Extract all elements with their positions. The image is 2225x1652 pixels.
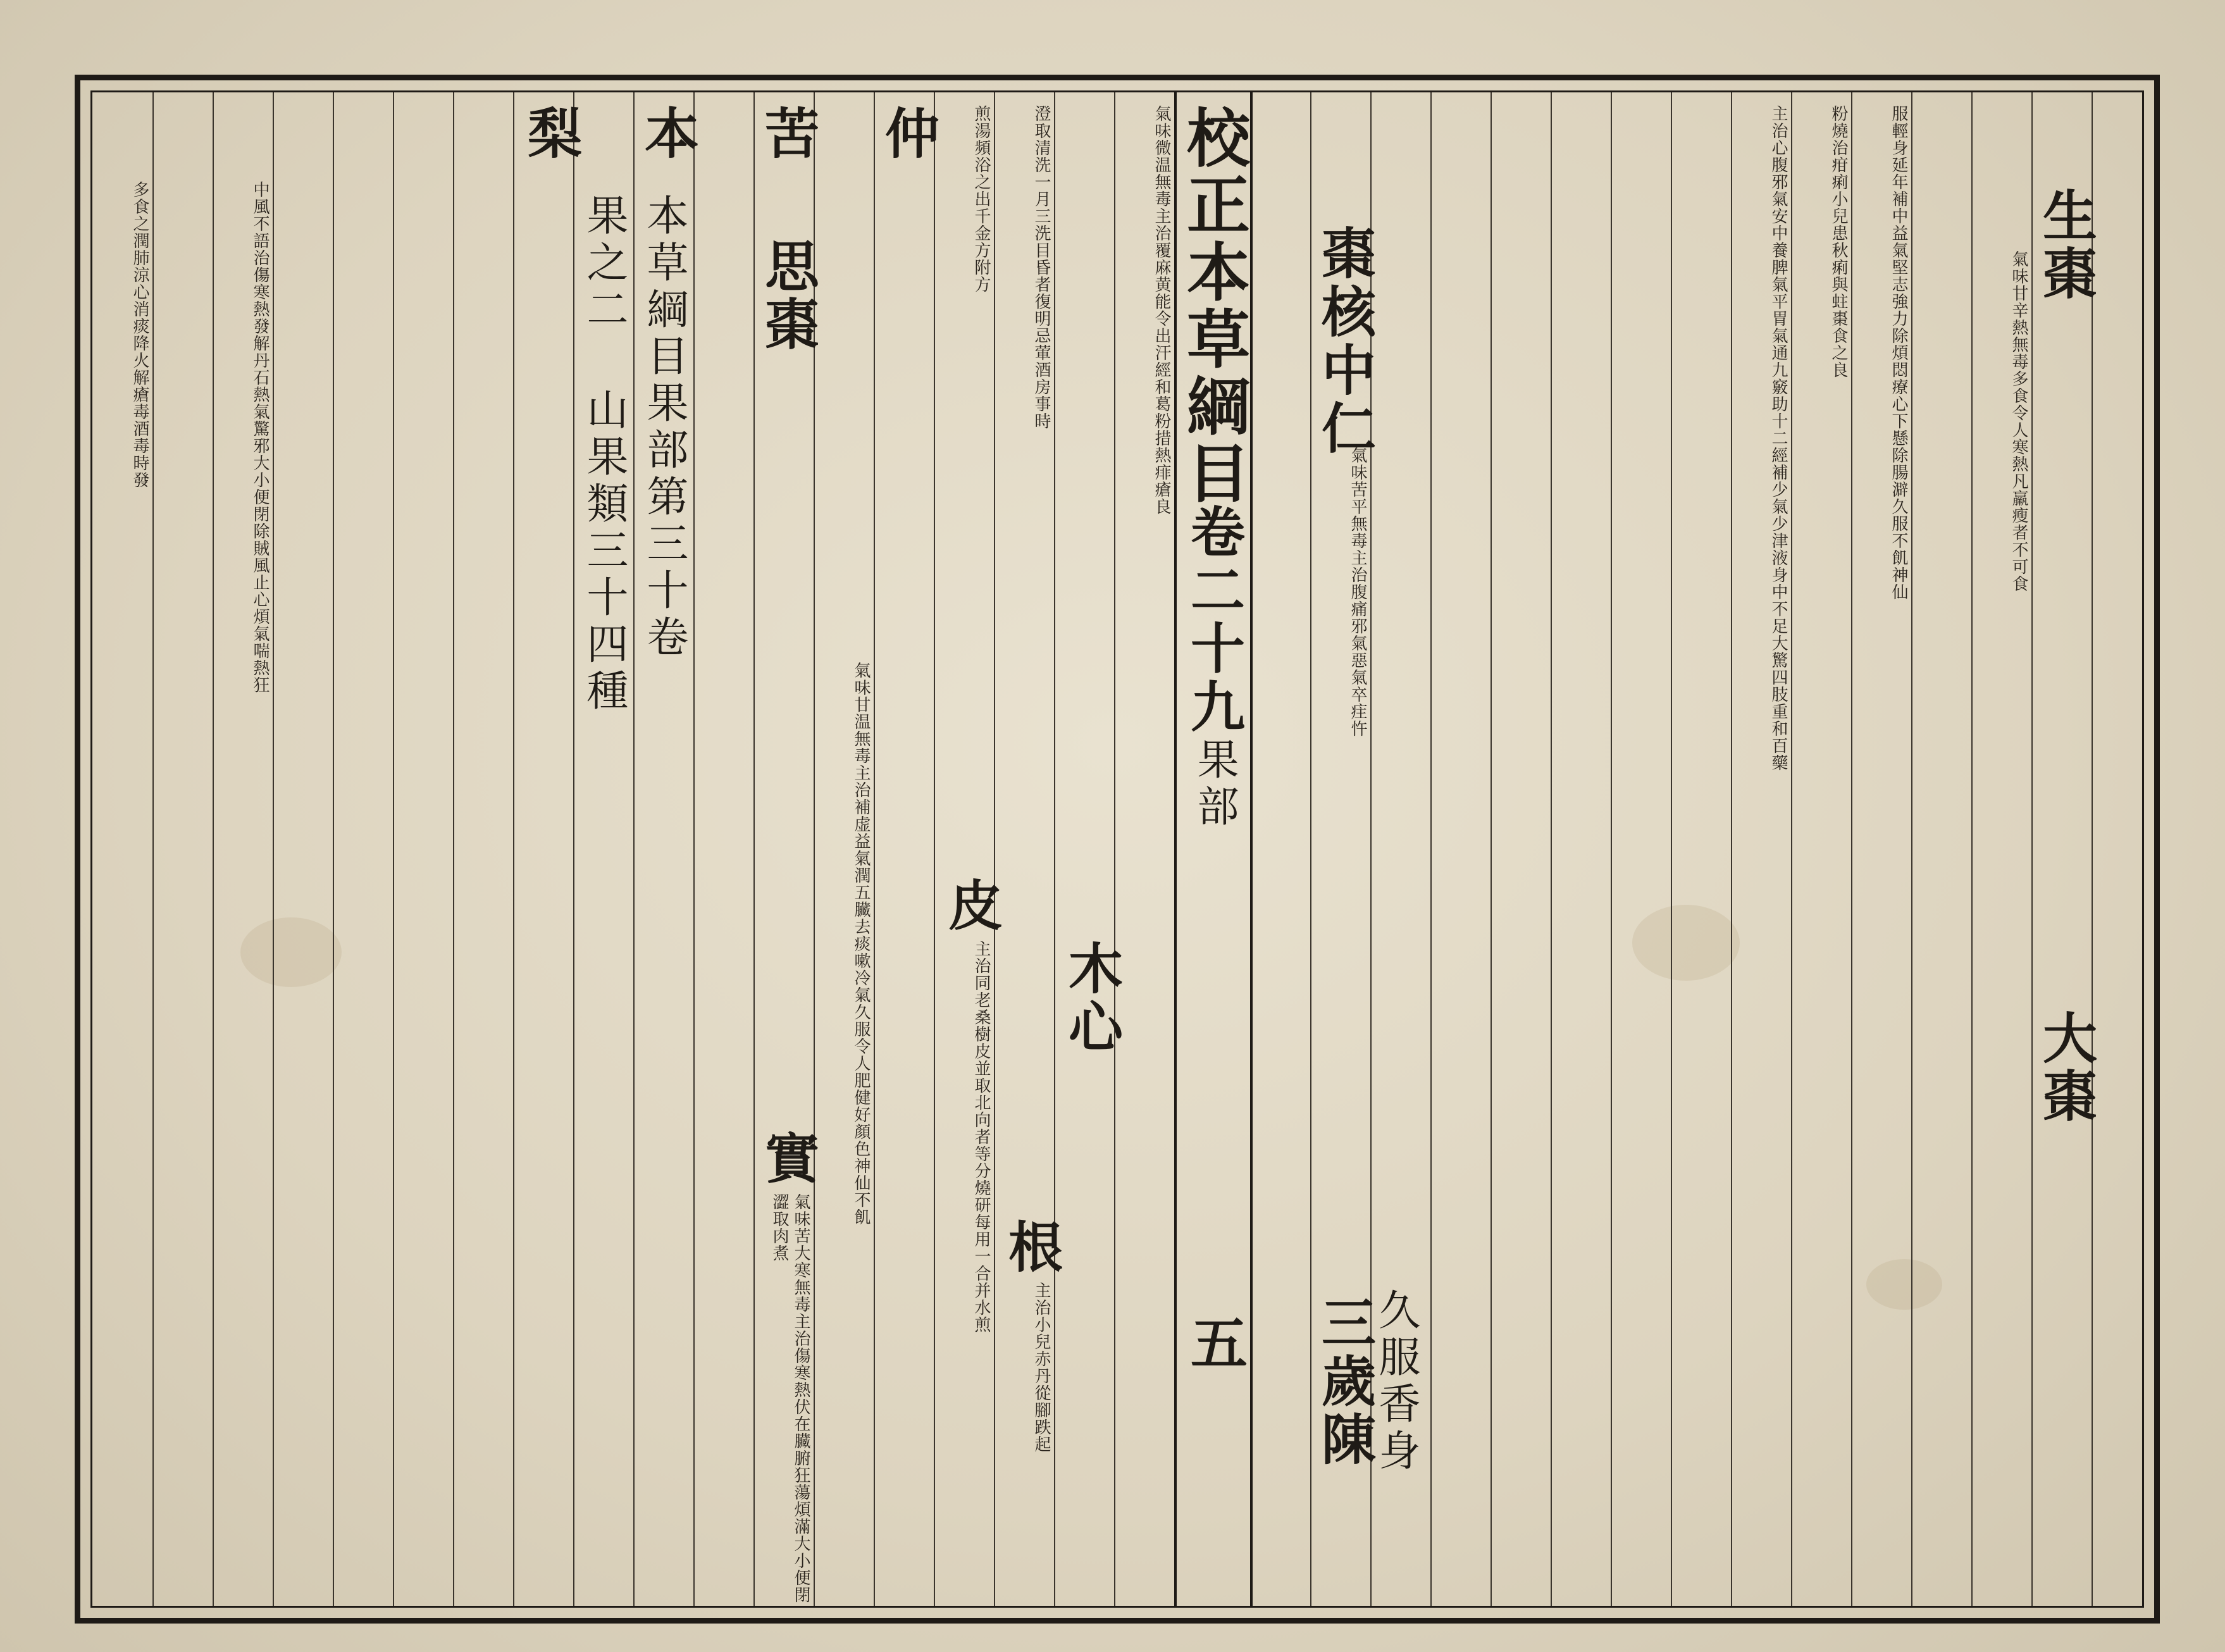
text-column: 氣味苦大寒無毒主治傷寒熱伏在臟腑狂蕩煩滿大小便閉澀取肉煮 [770, 1193, 810, 1603]
text-column: 久服香身 [1372, 1288, 1420, 1475]
chapter-title: 本草綱目果部第三十卷 [640, 194, 688, 662]
entry-heading: 根 [999, 1219, 1063, 1277]
book-title: 校正本草綱目 [1176, 105, 1251, 507]
entry-heading: 皮 [939, 877, 1003, 935]
entry-heading: 三歲陳 [1312, 1295, 1376, 1469]
entry-heading: 生棗 [2033, 187, 2097, 304]
text-column: 粉燒治疳痢小兒患秋痢與蛀棗食之良 [1829, 105, 1848, 378]
entry-heading: 棗核中仁 [1312, 225, 1376, 458]
page-border [75, 75, 2160, 1624]
page-number: 五 [1181, 1314, 1248, 1370]
text-column: 氣味苦平無毒主治腹痛邪氣惡氣卒疰忤 [1348, 447, 1367, 737]
header-char: 本 [635, 105, 699, 163]
header-char: 仲 [876, 105, 939, 163]
text-column: 中風不語治傷寒熱發解丹石熱氣驚邪大小便閉除賊風止心煩氣喘熱狂 [251, 181, 270, 693]
entry-heading: 大棗 [2033, 1010, 2097, 1126]
section-label: 果部 [1190, 738, 1239, 831]
volume-label: 卷二十九 [1181, 504, 1245, 736]
entry-heading: 思棗 [755, 238, 819, 354]
text-column: 澄取清洗一月三洗目昏者復明忌葷酒房事時 [1032, 105, 1051, 430]
chapter-subtitle: 果之二 山果類三十四種 [579, 194, 628, 716]
text-column: 主治小兒赤丹從腳跌起 [1032, 1282, 1051, 1453]
text-column: 煎湯頻浴之出千金方附方 [972, 105, 991, 293]
entry-heading: 木心 [1059, 940, 1123, 1057]
text-column: 服輕身延年補中益氣堅志強力除煩悶療心下懸除腸澼久服不飢神仙 [1889, 105, 1908, 600]
text-column: 氣味微温無毒主治覆麻黄能令出汗經和葛粉措熱痱瘡良 [1152, 105, 1171, 515]
text-column: 主治同老桑樹皮並取北向者等分燒研每用一合并水煎 [972, 940, 991, 1333]
page-inner-border [90, 90, 2144, 1608]
text-column: 主治心腹邪氣安中養脾氣平胃氣通九竅助十二經補少氣少津液身中不足大驚四肢重和百藥 [1769, 105, 1788, 771]
header-char: 梨 [518, 105, 582, 163]
text-column: 多食之潤肺涼心消痰降火解瘡毒酒毒時發 [130, 181, 149, 488]
header-char: 苦 [755, 105, 819, 163]
text-column: 氣味甘温無毒主治補虚益氣潤五臟去痰嗽冷氣久服令人肥健好顏色神仙不飢 [852, 662, 871, 1226]
text-column: 氣味甘辛熱無毒多食令人寒熱凡羸瘦者不可食 [2009, 251, 2028, 592]
entry-heading: 實 [755, 1130, 819, 1188]
